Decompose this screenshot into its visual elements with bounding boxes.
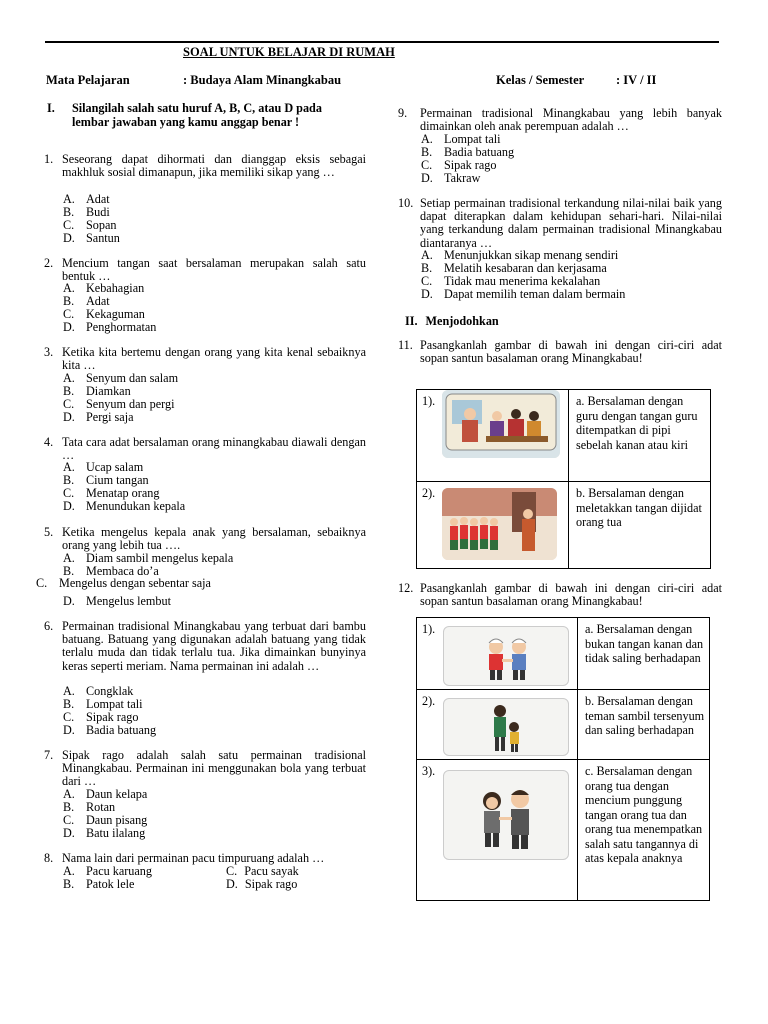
match-row: 1). (417, 618, 578, 690)
elder-picture-icon (443, 770, 569, 860)
match-description: b. Bersalaman dengan meletakkan tangan dijidat orang tua (569, 482, 711, 569)
subject-label: Mata Pelajaran (46, 73, 130, 87)
match-description: c. Bersalaman dengan orang tua dengan mencium punggung tangan orang tua dan orang tua menempatkan salah satu tangannya di atas kepala anaknya (578, 760, 710, 901)
option[interactable]: D. Sipak rago (226, 877, 298, 891)
match-description: a. Bersalaman dengan bukan tangan kanan dan tidak saling berhadapan (578, 618, 710, 690)
subject-value: : Budaya Alam Minangkabau (183, 73, 342, 87)
match-row: 1). (417, 390, 569, 482)
question-number: 1. (44, 152, 54, 166)
match-description: a. Bersalaman dengan guru dengan tangan guru ditempatkan di pipi sebelah kanan atau kiri (569, 390, 711, 482)
match-row: 3). (417, 760, 578, 901)
class-label: Kelas / Semester (496, 73, 585, 87)
section-2-heading: II. Menjodohkan (405, 314, 499, 328)
top-rule (45, 41, 719, 43)
match-row: 2). (417, 482, 569, 569)
question-stem: Seseorang dapat dihormati dan dianggap eksis sebagai makhluk sosial dimanapun, jika memiliki sikap yang … (62, 152, 366, 180)
option[interactable]: C. Pacu sayak (226, 864, 299, 878)
page-title: SOAL UNTUK BELAJAR DI RUMAH (183, 45, 395, 59)
matching-table-12 (416, 617, 710, 901)
handshake-picture-icon (443, 626, 569, 686)
section-number: I. (47, 101, 55, 115)
students-picture-icon (442, 488, 557, 560)
match-description: b. Bersalaman dengan teman sambil tersenyum dan saling berhadapan (578, 690, 710, 760)
child-bow-picture-icon (443, 698, 569, 756)
section-text: Silangilah salah satu huruf A, B, C, atau D pada lembar jawaban yang kamu anggap benar ! (72, 101, 322, 129)
matching-table-11 (416, 389, 711, 569)
classroom-picture-icon (442, 390, 560, 458)
class-value: : IV / II (616, 73, 657, 87)
match-row: 2). (417, 690, 578, 760)
